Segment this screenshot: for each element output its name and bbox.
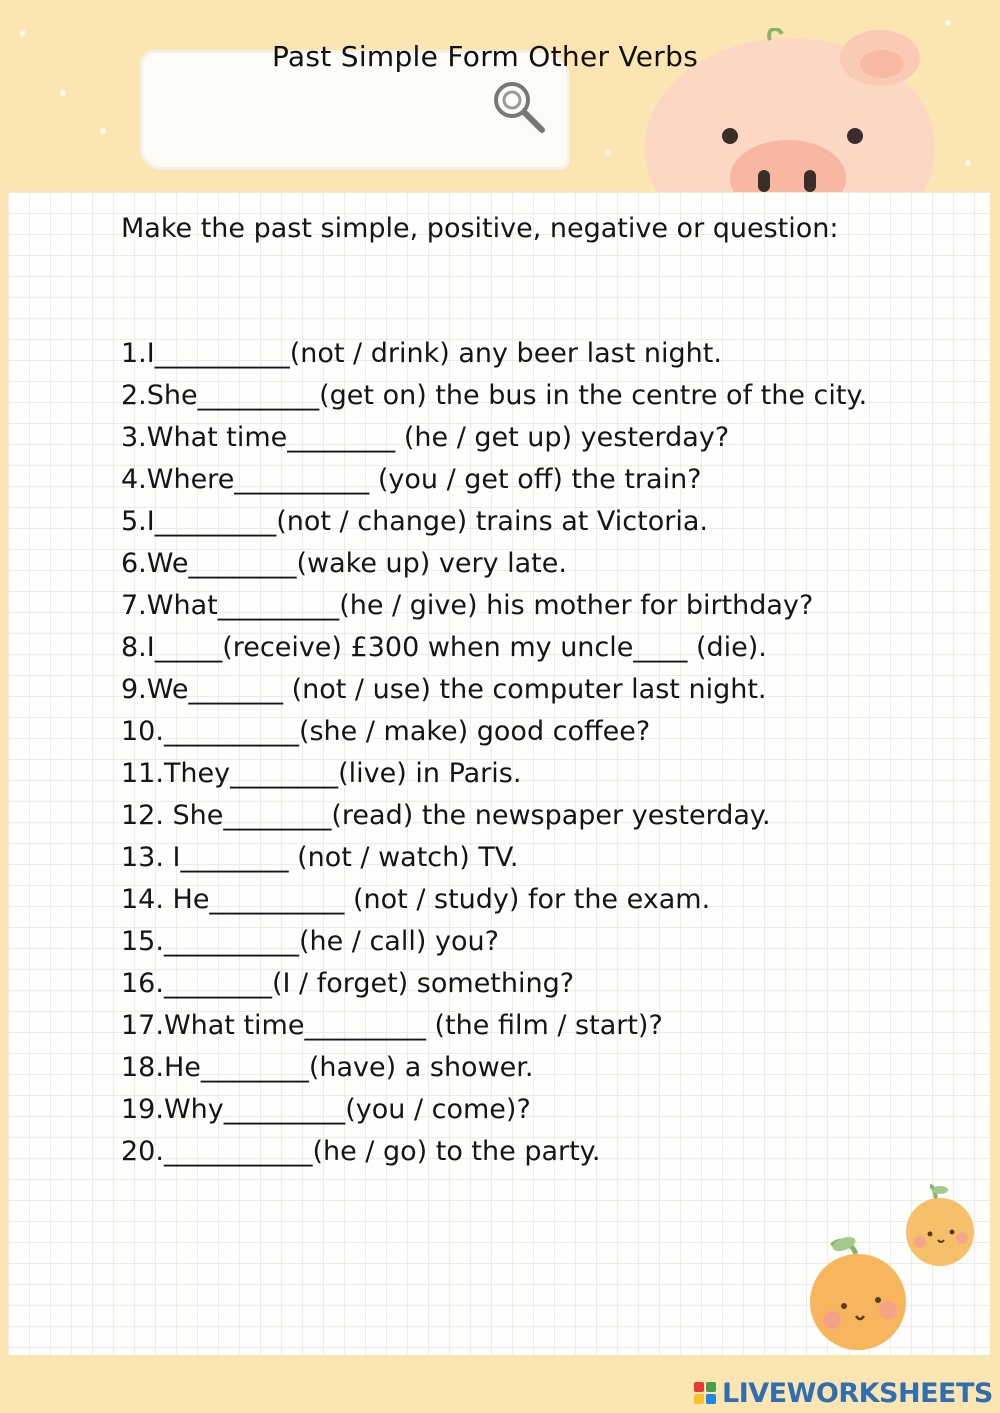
decor-dot (965, 160, 971, 166)
exercise-item[interactable]: 13. I________ (not / watch) TV. (121, 842, 519, 873)
exercise-list (121, 333, 911, 1173)
exercise-item[interactable]: 20.___________(he / go) to the party. (121, 1136, 601, 1167)
exercise-item[interactable]: 8.I_____(receive) £300 when my uncle____ (die). (121, 632, 767, 663)
instructions-text: Make the past simple, positive, negative or question: (121, 213, 839, 244)
liveworksheets-logo[interactable] (694, 1376, 993, 1410)
decor-dot (60, 90, 66, 96)
exercise-item[interactable]: 17.What time_________ (the film / start)? (121, 1010, 663, 1041)
decor-dot (20, 30, 26, 36)
exercise-item[interactable]: 18.He________(have) a shower. (121, 1052, 534, 1083)
exercise-item[interactable]: 11.They________(live) in Paris. (121, 758, 522, 789)
exercise-item[interactable]: 4.Where__________ (you / get off) the train? (121, 464, 702, 495)
exercise-item[interactable]: 15.__________(he / call) you? (121, 926, 499, 957)
exercise-item[interactable]: 19.Why_________(you / come)? (121, 1094, 531, 1125)
logo-mark-square (694, 1394, 704, 1404)
exercise-item[interactable]: 14. He__________ (not / study) for the exam. (121, 884, 711, 915)
worksheet-title: Past Simple Form Other Verbs (272, 40, 699, 73)
decor-dot (100, 128, 106, 134)
exercise-item[interactable]: 7.What_________(he / give) his mother for birthday? (121, 590, 814, 621)
exercise-item[interactable]: 6.We________(wake up) very late. (121, 548, 567, 579)
exercise-item[interactable]: 9.We_______ (not / use) the computer last night. (121, 674, 767, 705)
decor-dot (605, 150, 611, 156)
logo-mark-icon (694, 1382, 716, 1404)
logo-text: LIVEWORKSHEETS (722, 1377, 993, 1409)
exercise-item[interactable]: 3.What time________ (he / get up) yesterday? (121, 422, 730, 453)
orange-fruit-icon (900, 1182, 990, 1272)
magnifier-icon (488, 78, 550, 140)
exercise-item[interactable]: 1.I__________(not / drink) any beer last night. (121, 338, 722, 369)
exercise-item[interactable]: 12. She________(read) the newspaper yesterday. (121, 800, 771, 831)
logo-mark-square (694, 1382, 704, 1392)
logo-mark-square (706, 1382, 716, 1392)
exercise-item[interactable]: 2.She_________(get on) the bus in the centre of the city. (121, 380, 868, 411)
logo-mark-square (706, 1394, 716, 1404)
exercise-item[interactable]: 10.__________(she / make) good coffee? (121, 716, 651, 747)
exercise-item[interactable]: 5.I_________(not / change) trains at Victoria. (121, 506, 708, 537)
exercise-item[interactable]: 16.________(I / forget) something? (121, 968, 575, 999)
decor-dot (945, 20, 951, 26)
